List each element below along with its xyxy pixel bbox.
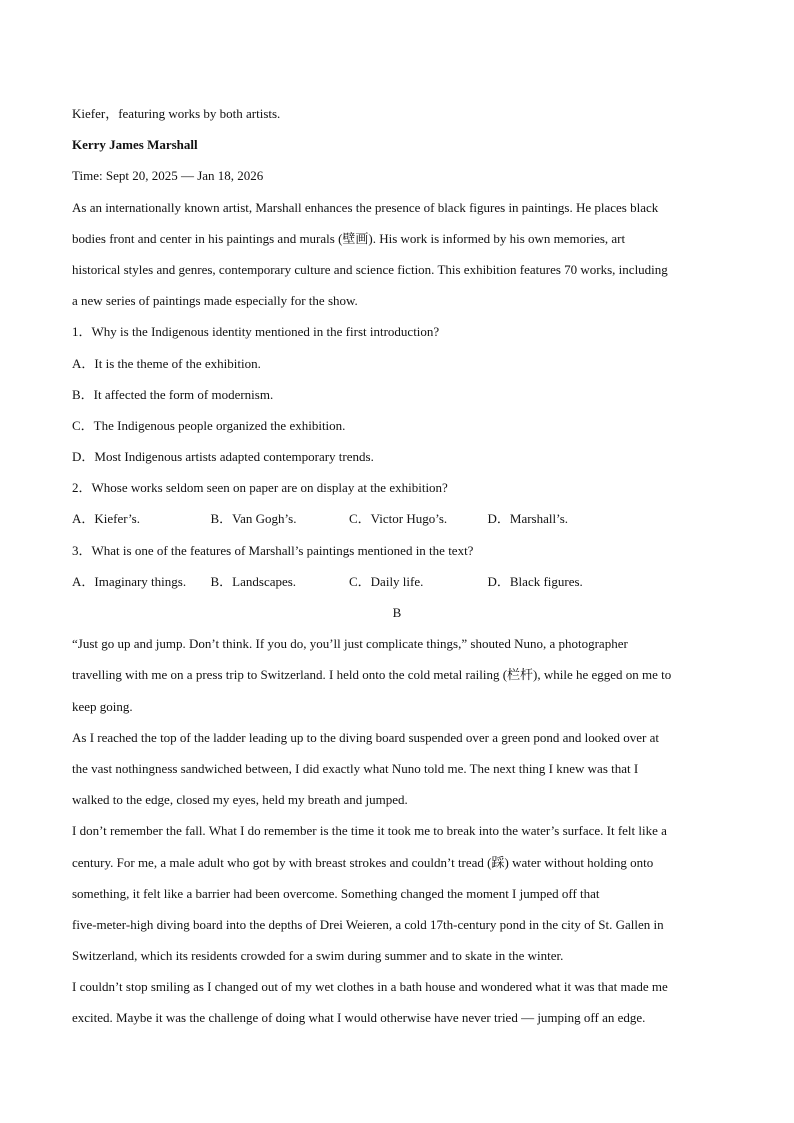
exhibition-time: Time: Sept 20, 2025 — Jan 18, 2026 [72,168,264,184]
passage-a-continuation: Kiefer，featuring works by both artists. [72,106,281,121]
answer-option[interactable]: A．It is the theme of the exhibition. [72,355,261,371]
passage-b-line: travelling with me on a press trip to Switzerland. I held onto the cold metal railing (栏杆), while he egged on me to [72,667,672,683]
passage-b-line: century. For me, a male adult who got by with breast strokes and couldn’t tread (踩) water without holding onto [72,854,654,870]
question-2 [72,472,722,534]
passage-b-line: keep going. [72,698,133,714]
passage-b-line: excited. Maybe it was the challenge of doing what I would otherwise have never tried — jumping off an edge. [72,1010,646,1026]
passage-b-line: five-meter-high diving board into the depths of Drei Weieren, a cold 17th-century pond in the city of St. Gallen in [72,916,664,932]
passage-b-line: the vast nothingness sandwiched between, I did exactly what Nuno told me. The next thing I knew was that I [72,760,639,776]
answer-options-row [72,566,722,597]
exhibition-heading: Kerry James Marshall [72,137,198,153]
question-stem: 1．Why is the Indigenous identity mentioned in the first introduction? [72,324,440,340]
passage-b-line: “Just go up and jump. Don’t think. If you do, you’ll just complicate things,” shouted Nuno, a photographer [72,636,628,652]
passage-b-line: Switzerland, which its residents crowded for a swim during summer and to skate in the winter. [72,948,564,964]
answer-option[interactable]: A．Imaginary things. [72,573,187,589]
passage-b-label: B [392,605,402,620]
answer-option[interactable]: B．It affected the form of modernism. [72,386,274,402]
answer-options-row [72,503,722,534]
answer-option[interactable]: D．Most Indigenous artists adapted contemporary trends. [72,449,374,465]
question-stem: 3．What is one of the features of Marshall’s paintings mentioned in the text? [72,542,474,558]
passage-b-line: something, it felt like a barrier had been overcome. Something changed the moment I jumped off that [72,885,600,901]
answer-option[interactable]: D．Marshall’s. [487,511,569,527]
answer-option[interactable]: C．Victor Hugo’s. [349,511,448,527]
passage-a-line: bodies front and center in his paintings and murals (壁画). His work is informed by his own memories, art [72,230,626,246]
exam-page [72,98,722,1034]
answer-option[interactable]: B．Van Gogh’s. [210,511,297,527]
question-stem: 2．Whose works seldom seen on paper are on display at the exhibition? [72,480,448,496]
answer-option[interactable]: B．Landscapes. [210,573,297,589]
passage-b-line: walked to the edge, closed my eyes, held my breath and jumped. [72,792,408,808]
passage-b-line: I don’t remember the fall. What I do remember is the time it took me to break into the water’s surface. It felt like a [72,823,667,839]
passage-a-line: historical styles and genres, contemporary culture and science fiction. This exhibition features 70 works, including [72,261,668,277]
answer-option[interactable]: A．Kiefer’s. [72,511,140,527]
answer-option[interactable]: C．Daily life. [349,573,424,589]
passage-a-line: a new series of paintings made especially for the show. [72,293,358,309]
passage-b [72,628,722,1033]
passage-a-line: As an internationally known artist, Marshall enhances the presence of black figures in paintings. He places black [72,199,659,215]
answer-option[interactable]: C．The Indigenous people organized the exhibition. [72,417,346,433]
question-1 [72,316,722,472]
answer-option[interactable]: D．Black figures. [487,573,583,589]
passage-b-line: I couldn’t stop smiling as I changed out of my wet clothes in a bath house and wondered what it was that made me [72,979,668,995]
question-3 [72,535,722,597]
passage-b-line: As I reached the top of the ladder leading up to the diving board suspended over a green pond and looked over at [72,729,659,745]
